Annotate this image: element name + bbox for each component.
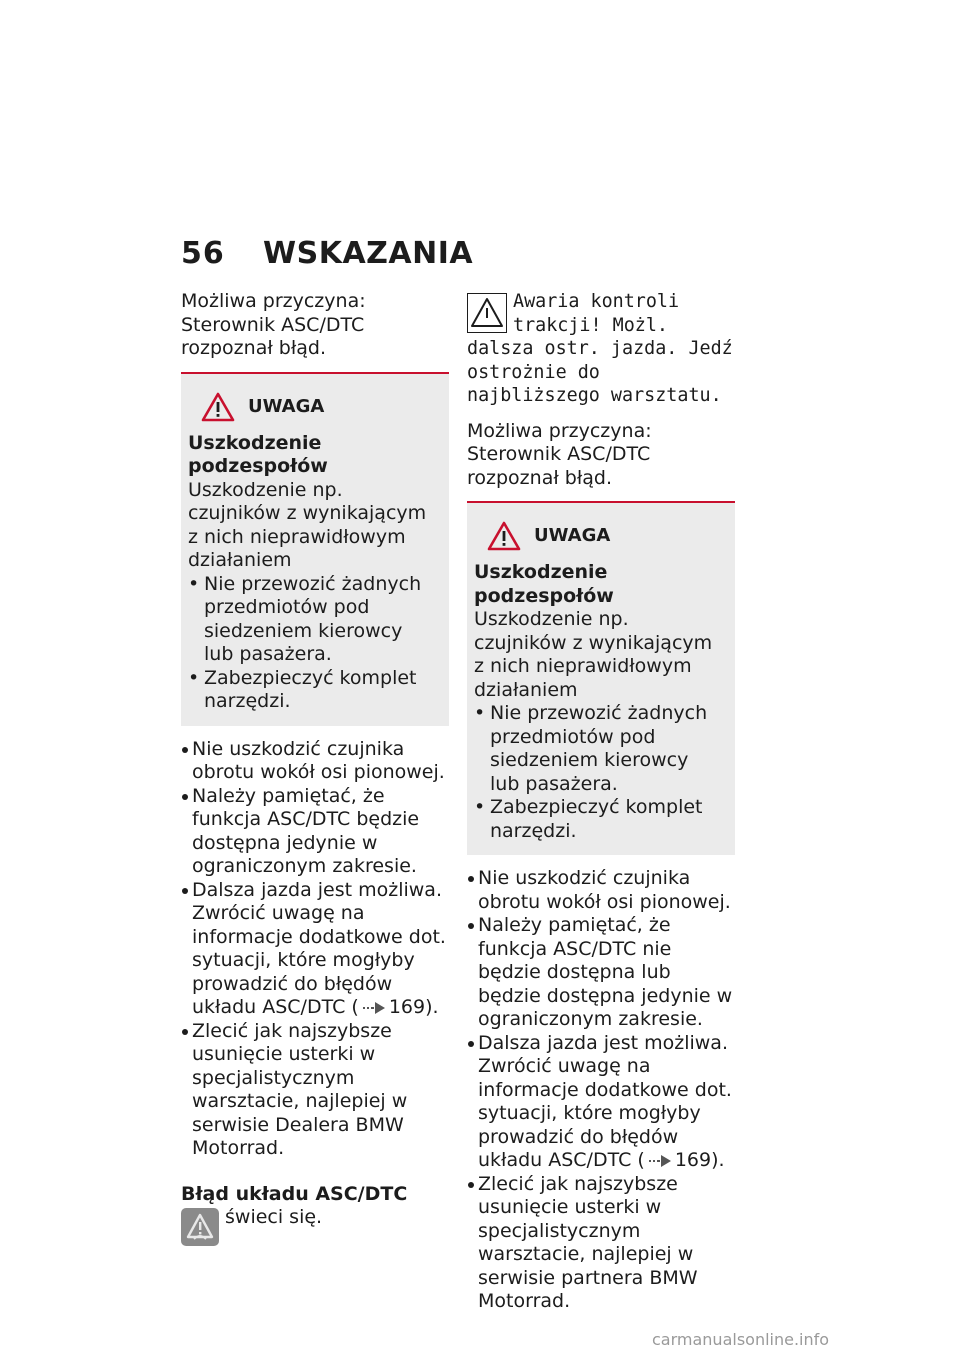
page-number: 56: [181, 236, 225, 271]
page-reference-arrow-icon: [363, 1002, 385, 1014]
warning-bullets: [474, 702, 721, 843]
cause-text: Sterownik ASC/DTC rozpoznał błąd.: [181, 313, 365, 359]
action-list: [467, 867, 735, 1314]
action-text: Dalsza jazda jest możliwa. Zwrócić uwagę na informacje dodatkowe dot. sytuacji, które mogłyby prowadzić do błędów układu ASC/DTC: [478, 1031, 732, 1171]
action-text: Dalsza jazda jest możliwa. Zwrócić uwagę na informacje dodatkowe dot. sytuacji, które mogłyby prowadzić do błędów układu ASC/DTC: [192, 878, 446, 1018]
warning-body: Uszkodzenie np. czujników z wynikającym z nich nieprawidłowym działaniem: [188, 478, 427, 571]
warning-label: UWAGA: [534, 525, 611, 547]
action-item: Zlecić jak najszybsze usunięcie usterki w specjalistycznym warsztacie, najlepiej w serwisie Dealera BMW Motorrad.: [181, 1020, 449, 1161]
action-item: Nie uszkodzić czujnika obrotu wokół osi pionowej.: [467, 867, 735, 914]
warning-header: [474, 521, 721, 551]
indicator-row: [181, 1206, 449, 1246]
right-column: [467, 290, 735, 1314]
action-item: Zlecić jak najszybsze usunięcie usterki w specjalistycznym warsztacie, najlepiej w serwisie partnera BMW Motorrad.: [467, 1173, 735, 1314]
warning-body: Uszkodzenie np. czujników z wynikającym z nich nieprawidłowym działaniem: [474, 608, 713, 701]
warning-triangle-icon: [467, 293, 507, 333]
page-header: [181, 236, 473, 271]
action-item: Dalsza jazda jest możliwa. Zwrócić uwagę na informacje dodatkowe dot. sytuacji, które mogłyby prowadzić do błędów układu ASC/DTC ( 169).: [467, 1032, 735, 1173]
warning-subtitle: Uszkodzenie podzespołów: [474, 561, 614, 607]
warning-bullet: • Nie przewozić żadnych przedmiotów pod siedzeniem kierowcy lub pasażera.: [474, 702, 721, 796]
display-message-block: [467, 290, 735, 408]
display-message: Awaria kontroli trakcji! Możl. dalsza ostr. jazda. Jedź ostrożnie do najbliższego warsztatu.: [467, 291, 733, 406]
cause-label: Możliwa przyczyna:: [181, 290, 366, 312]
subheading: Błąd układu ASC/DTC: [181, 1182, 408, 1205]
watermark: carmanualsonline.info: [652, 1330, 830, 1349]
warning-triangle-icon: [487, 521, 521, 551]
warning-subtitle: Uszkodzenie podzespołów: [188, 431, 328, 477]
action-item: Dalsza jazda jest możliwa. Zwrócić uwagę na informacje dodatkowe dot. sytuacji, które mogłyby prowadzić do błędów układu ASC/DTC ( 169).: [181, 879, 449, 1020]
page-reference-arrow-icon: [649, 1155, 671, 1167]
warning-triangle-icon: [201, 392, 235, 422]
warning-bullets: [188, 573, 435, 714]
warning-box: [181, 372, 449, 726]
section-title: WSKAZANIA: [263, 236, 474, 271]
indicator-text: świeci się.: [225, 1206, 323, 1228]
warning-bullet: • Nie przewozić żadnych przedmiotów pod siedzeniem kierowcy lub pasażera.: [188, 573, 435, 667]
page-reference[interactable]: 169).: [674, 1149, 725, 1171]
cause-text: Sterownik ASC/DTC rozpoznał błąd.: [467, 443, 651, 489]
warning-label: UWAGA: [248, 395, 325, 417]
page-reference[interactable]: 169).: [388, 996, 439, 1018]
action-item: Nie uszkodzić czujnika obrotu wokół osi pionowej.: [181, 738, 449, 785]
action-item: Należy pamiętać, że funkcja ASC/DTC będzie dostępna jedynie w ograniczonym zakresie.: [181, 785, 449, 879]
action-list: [181, 738, 449, 1161]
traction-control-indicator-icon: [181, 1208, 219, 1246]
cause-label: Możliwa przyczyna:: [467, 419, 652, 442]
warning-header: [188, 392, 435, 422]
warning-bullet: • Zabezpieczyć komplet narzędzi.: [474, 796, 721, 843]
action-item: Należy pamiętać, że funkcja ASC/DTC nie będzie dostępna lub będzie dostępna jedynie w ograniczonym zakresie.: [467, 914, 735, 1032]
warning-box: [467, 501, 735, 855]
left-column: [181, 290, 449, 1246]
warning-bullet: • Zabezpieczyć komplet narzędzi.: [188, 667, 435, 714]
